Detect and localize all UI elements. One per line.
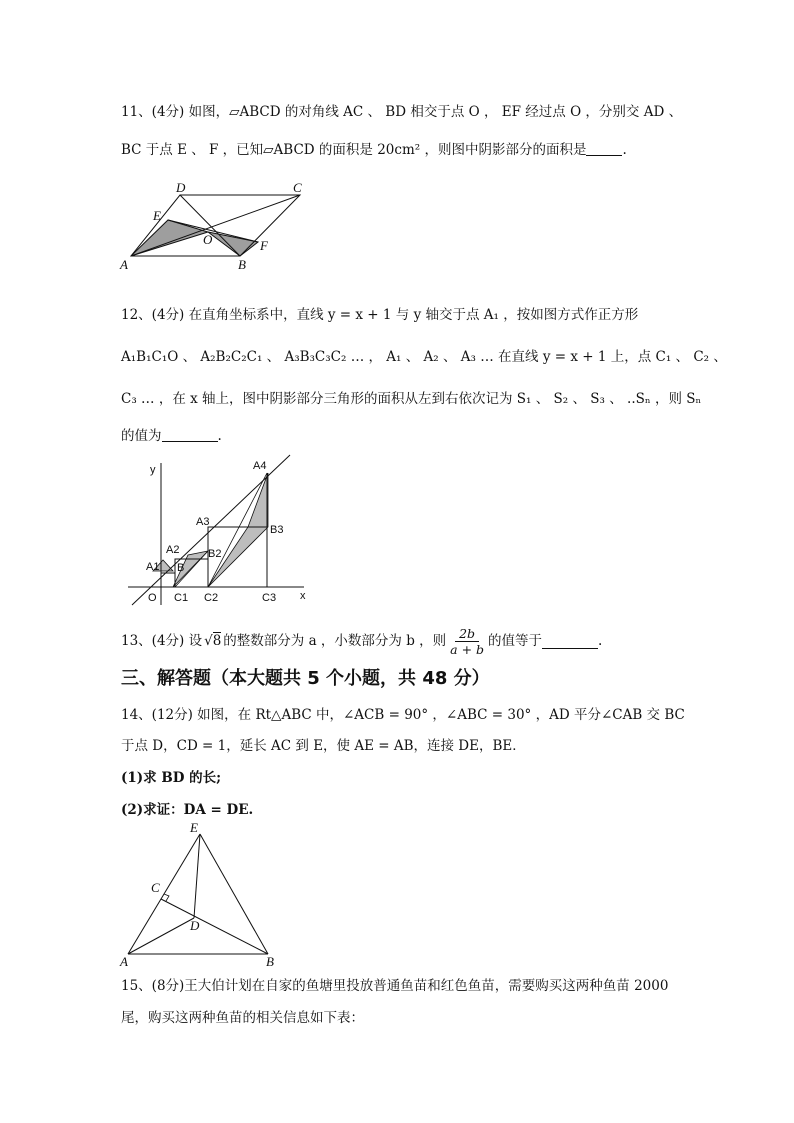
q12-label-y: y: [150, 464, 156, 476]
q12-label-B2: B2: [208, 548, 222, 560]
q12-line1: 12、(4分) 在直角坐标系中，直线 y = x + 1 与 y 轴交于点 A₁ ，按如图方式作正方形: [121, 307, 639, 323]
q14-label-E: E: [190, 820, 198, 835]
q12-line4-end: .: [217, 428, 222, 444]
q14-line1: 14、(12分) 如图，在 Rt△ABC 中，∠ACB = 90° ，∠ABC = 30° ，AD 平分∠CAB 交 BC: [121, 707, 685, 723]
q13-fraction: [450, 626, 484, 657]
q14-label-C: C: [151, 880, 160, 895]
q11-line2: [121, 140, 627, 160]
q15-line2: 尾，购买这两种鱼苗的相关信息如下表：: [121, 1010, 364, 1026]
q12-label-B3: B3: [270, 524, 284, 536]
q13-answer-blank: [542, 634, 598, 649]
q14-label-A: A: [120, 954, 128, 969]
q13-frac-num: 2b: [455, 626, 479, 642]
q14-figure: [118, 822, 288, 970]
q14-label-D: D: [190, 918, 200, 933]
q13-frac-den: a + b: [450, 641, 485, 657]
q11-label-E: E: [153, 208, 161, 223]
q12-label-A2: A2: [166, 544, 180, 556]
q11-label-B: B: [238, 257, 246, 272]
q11-figure: [118, 182, 318, 277]
q11-shade-left: [131, 220, 208, 256]
q14-line2: 于点 D，CD = 1，延长 AC 到 E，使 AE = AB，连接 DE，BE．: [121, 738, 526, 754]
q14-part1: (1)求 BD 的长;: [121, 770, 222, 786]
q12-label-x: x: [300, 590, 306, 602]
q13-line: [121, 626, 602, 656]
q11-answer-blank: [586, 141, 622, 156]
q12-label-A3: A3: [196, 516, 210, 528]
q13-mid: 的整数部分为 a ，小数部分为 b ，则: [223, 633, 447, 649]
q13-suffix: 的值等于: [488, 633, 543, 649]
q13-end: .: [598, 633, 603, 649]
q11-label-A: A: [120, 257, 128, 272]
q12-label-C1: C1: [174, 592, 189, 604]
q12-line2: A₁B₁C₁O 、 A₂B₂C₂C₁ 、 A₃B₃C₃C₂ … ， A₁ 、 A₂ 、 A₃ … 在直线 y = x + 1 上，点 C₁ 、 C₂ 、: [121, 349, 727, 365]
q15-line1: 15、(8分)王大伯计划在自家的鱼塘里投放普通鱼苗和红色鱼苗，需要购买这两种鱼苗 2000: [121, 978, 669, 994]
q12-label-O: O: [148, 592, 157, 604]
q11-label-O: O: [203, 232, 213, 247]
q12-label-C2: C2: [204, 592, 219, 604]
q12-label-A1: A1: [146, 561, 160, 573]
q12-line4: [121, 426, 222, 446]
q11-label-C: C: [293, 180, 302, 195]
q12-label-B: B: [177, 562, 185, 574]
q11-line2-text: BC 于点 E 、 F ，已知▱ABCD 的面积是 20cm² ，则图中阴影部分的面积是: [121, 142, 587, 158]
q11-label-F: F: [260, 238, 268, 253]
q12-line4-text: 的值为: [121, 428, 162, 444]
q14-part2: (2)求证：DA = DE.: [121, 802, 254, 818]
q12-figure: [128, 455, 318, 607]
q12-label-A4: A4: [253, 460, 267, 472]
q11-line2-end: .: [622, 142, 627, 158]
section-title: 三、解答题（本大题共 5 个小题，共 48 分）: [121, 668, 490, 689]
q13-sqrt: √8: [204, 633, 222, 649]
q14-label-B: B: [266, 954, 274, 969]
q13-prefix: 13、(4分) 设: [121, 633, 203, 649]
q13-sqrt-radicand: 8: [212, 633, 222, 649]
q11-line1: 11、(4分) 如图，▱ABCD 的对角线 AC 、 BD 相交于点 O ， EF 经过点 O ，分别交 AD 、: [121, 104, 683, 120]
q11-label-D: D: [176, 180, 186, 195]
q12-line3: C₃ … ，在 x 轴上，图中阴影部分三角形的面积从左到右依次记为 S₁ 、 S₂ 、 S₃ 、 ..Sₙ ，则 Sₙ: [121, 391, 702, 407]
q12-answer-blank: [162, 427, 218, 442]
q12-label-C3: C3: [262, 592, 277, 604]
